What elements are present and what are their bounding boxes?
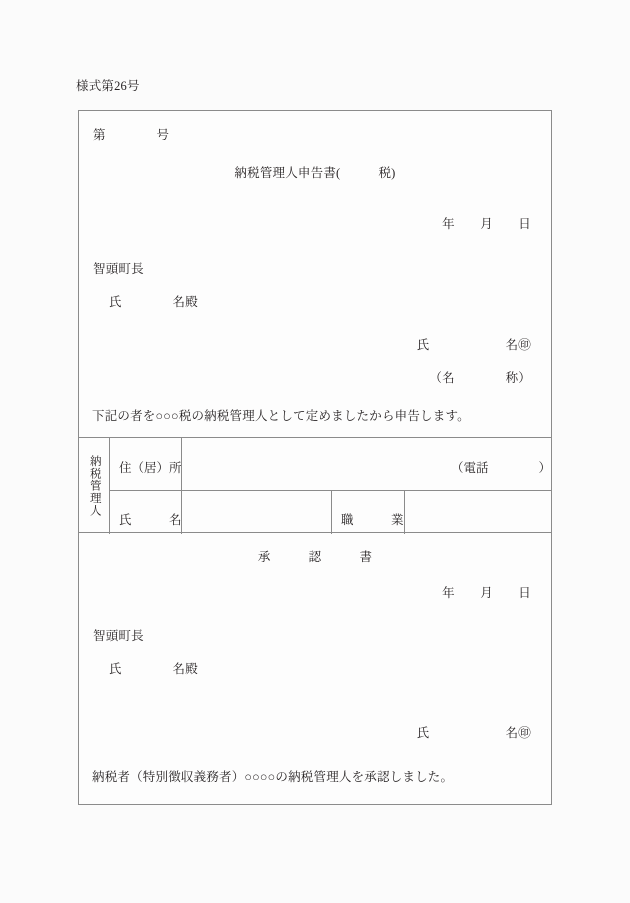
declaration-signer-entity-field[interactable]: （名 称） xyxy=(429,371,531,385)
taxpayer-agent-table xyxy=(79,437,551,533)
approval-addressee-field[interactable]: 氏 名殿 xyxy=(109,662,198,676)
declaration-addressee-field[interactable]: 氏 名殿 xyxy=(109,295,198,309)
declaration-statement: 下記の者を○○○税の納税管理人として定めましたから申告します。 xyxy=(92,409,470,423)
table-address-label: 住（居）所 xyxy=(119,461,182,475)
approval-statement: 納税者（特別徴収義務者）○○○○の納税管理人を承認しました。 xyxy=(92,770,454,784)
table-column-divider-4 xyxy=(404,490,405,534)
declaration-date-field[interactable]: 年 月 日 xyxy=(442,217,531,231)
document-number-field[interactable]: 第 号 xyxy=(93,128,170,142)
approval-mayor-label: 智頭町長 xyxy=(93,629,144,643)
table-column-divider-1 xyxy=(109,438,110,534)
table-section-label: 納税管理人 xyxy=(88,455,101,517)
table-name-label: 氏 名 xyxy=(119,513,182,527)
approval-date-field[interactable]: 年 月 日 xyxy=(442,586,531,600)
form-frame xyxy=(78,110,552,805)
table-row-divider xyxy=(109,490,551,491)
declaration-mayor-label: 智頭町長 xyxy=(93,262,144,276)
table-telephone-field[interactable]: （電話 ） xyxy=(451,461,552,475)
table-column-divider-3 xyxy=(331,490,332,534)
approval-title: 承 認 書 xyxy=(257,550,373,564)
declaration-title: 納税管理人申告書( 税) xyxy=(234,166,396,180)
form-number: 様式第26号 xyxy=(76,79,140,93)
approval-signer-name-field[interactable]: 氏 名㊞ xyxy=(416,726,531,740)
table-job-label: 職 業 xyxy=(341,513,404,527)
declaration-signer-name-field[interactable]: 氏 名㊞ xyxy=(416,338,531,352)
